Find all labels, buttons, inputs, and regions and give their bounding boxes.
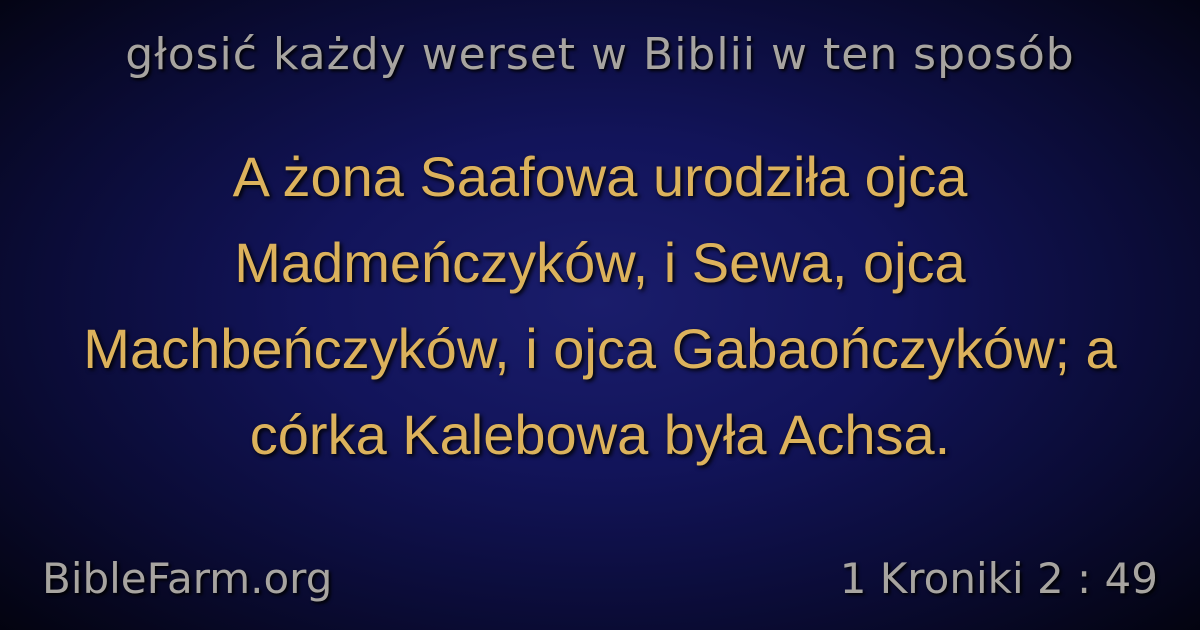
verse-text: A żona Saafowa urodziła ojca Madmeńczyków, i Sewa, ojca Machbeńczyków, i ojca Gabaończyków; a córka Kalebowa była Achsa. xyxy=(83,145,1117,466)
site-name: BibleFarm.org xyxy=(42,554,333,603)
tagline: głosić każdy werset w Biblii w ten sposób xyxy=(125,29,1075,80)
verse-reference: 1 Kroniki 2 : 49 xyxy=(839,554,1158,603)
